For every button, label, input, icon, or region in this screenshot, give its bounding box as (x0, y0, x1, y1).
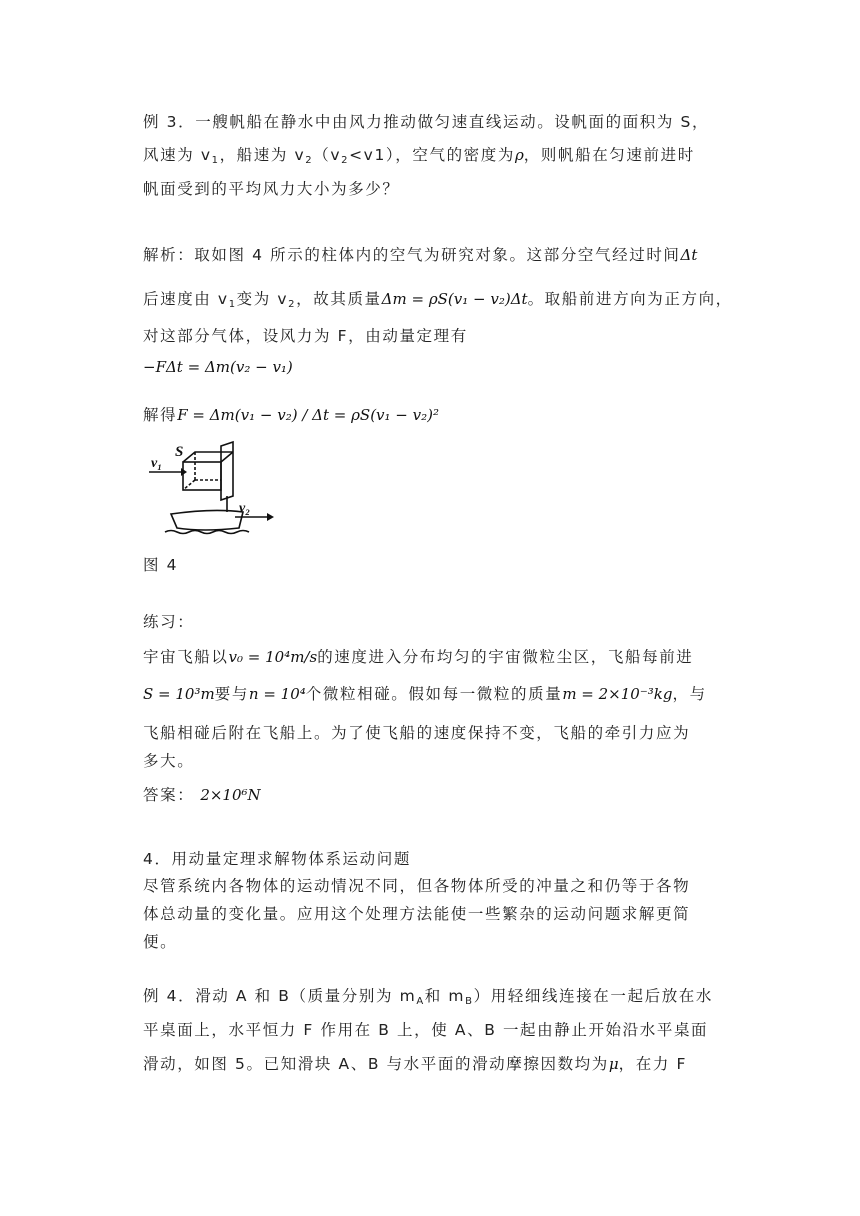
fig-label-v1: v₁ (151, 456, 163, 471)
solution-line2: 后速度由 $v_1$变为 $v_2$，故其质量Δm = ρS(v₁ − v₂)Δt。取船前进方向为正方向， (143, 290, 733, 310)
solution-result: 解得F = Δm(v₁ − v₂) / Δt = ρS(v₁ − v₂)² (143, 406, 439, 424)
answer-formula: 2×10⁶N (200, 786, 261, 804)
section4-para-line3: 便。 (143, 933, 178, 951)
velocity-formula: v₀ = 10⁴m/s (228, 648, 318, 666)
practice-line3: 飞船相碰后附在飞船上。为了使飞船的速度保持不变，飞船的牵引力应为 (143, 724, 691, 742)
fig-label-s: S (175, 444, 184, 460)
example3-line2: 风速为 $v_1$，船速为 $v_2(v_2<v1)$，空气的密度为ρ，则帆船在匀速前进时 (143, 146, 695, 166)
practice-line2: S = 10³m要与n = 10⁴个微粒相碰。假如每一微粒的质量m = 2×10⁻³kg，与 (143, 685, 707, 703)
momentum-equation: −FΔt = Δm(v₂ − v₁) (143, 358, 293, 376)
solution-line1: 解析：取如图 4 所示的柱体内的空气为研究对象。这部分空气经过时间Δt (143, 246, 698, 264)
section4-para-line2: 体总动量的变化量。应用这个处理方法能使一些繁杂的运动问题求解更简 (143, 905, 691, 923)
example3-line1: 例 3．一艘帆船在静水中由风力推动做匀速直线运动。设帆面的面积为 S， (143, 113, 710, 131)
example4-line3: 滑动，如图 5。已知滑块 A、B 与水平面的滑动摩擦因数均为μ，在力 F (143, 1055, 687, 1073)
example4-line2: 平桌面上，水平恒力 F 作用在 B 上，使 A、B 一起由静止开始沿水平桌面 (143, 1021, 709, 1039)
solution-line3: 对这部分气体，设风力为 F，由动量定理有 (143, 327, 468, 345)
fig-label-v2: v₂ (239, 501, 251, 516)
section4-para-line1: 尽管系统内各物体的运动情况不同，但各物体所受的冲量之和仍等于各物 (143, 877, 691, 895)
force-formula: F = Δm(v₁ − v₂) / Δt = ρS(v₁ − v₂)² (177, 406, 439, 424)
mass-formula: Δm = ρS(v₁ − v₂)Δt (381, 290, 528, 308)
section4-title: 4．用动量定理求解物体系运动问题 (143, 850, 411, 868)
example4-line1: 例 4．滑动 A 和 B（质量分别为 $m_A$和 $m_B$）用轻细线连接在一起后放在水 (143, 987, 713, 1007)
practice-heading: 练习： (143, 613, 195, 631)
example3-line3: 帆面受到的平均风力大小为多少？ (143, 180, 400, 198)
distance-formula: S = 10³m (143, 685, 215, 703)
count-formula: n = 10⁴ (248, 685, 306, 703)
delta-t-formula: Δt (680, 246, 698, 264)
practice-answer: 答案： 2×10⁶N (143, 786, 261, 804)
figure-4-caption: 图 4 (143, 556, 179, 574)
practice-line4: 多大。 (143, 752, 195, 770)
figure-4-diagram (143, 440, 278, 540)
rho-symbol: ρ (514, 146, 524, 164)
mu-symbol: μ (608, 1055, 619, 1073)
practice-line1: 宇宙飞船以v₀ = 10⁴m/s的速度进入分布均匀的宇宙微粒尘区，飞船每前进 (143, 648, 694, 666)
particle-mass-formula: m = 2×10⁻³kg (562, 685, 673, 703)
